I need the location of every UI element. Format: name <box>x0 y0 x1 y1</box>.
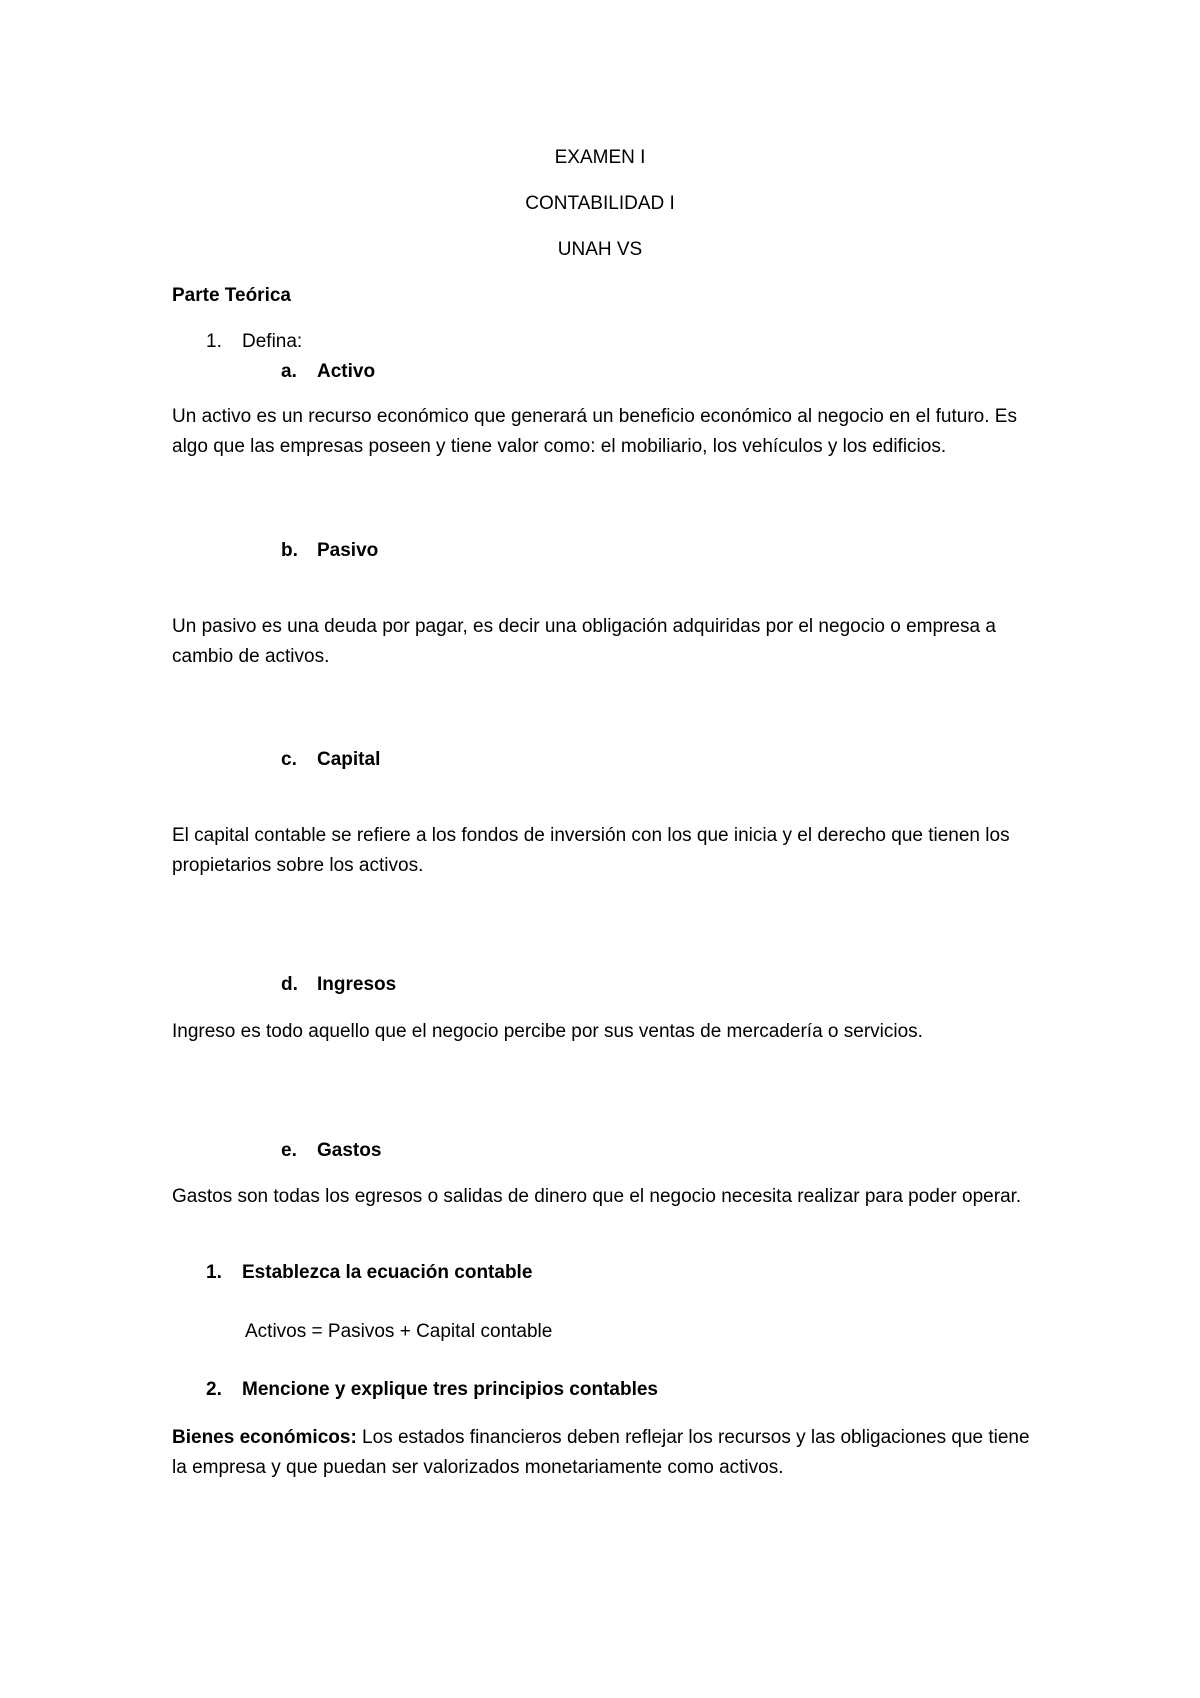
definition-heading-ingresos <box>281 973 396 997</box>
definition-text-ingresos: Ingreso es todo aquello que el negocio percibe por sus ventas de mercadería o servicios. <box>172 1021 923 1042</box>
definition-term: Activo <box>317 361 376 382</box>
institution-title: UNAH VS <box>557 239 643 260</box>
section-title: Parte Teórica <box>172 285 291 306</box>
definition-letter: e. <box>281 1140 297 1161</box>
definition-letter: d. <box>281 974 298 995</box>
definition-letter: c. <box>281 749 297 770</box>
definition-heading-pasivo <box>281 539 378 563</box>
course-title: CONTABILIDAD I <box>525 193 675 214</box>
question-equation-label: Establezca la ecuación contable <box>242 1262 533 1283</box>
definition-heading-gastos <box>281 1139 381 1163</box>
definition-term: Gastos <box>317 1140 382 1161</box>
definition-letter: b. <box>281 540 298 561</box>
accounting-equation: Activos = Pasivos + Capital contable <box>245 1321 553 1342</box>
question-principles <box>206 1378 658 1402</box>
principle-text: Los estados financieros deben reflejar los recursos y las obligaciones que tiene la empresa y que puedan ser valorizados monetariamente como activos. <box>172 1427 1030 1478</box>
principle-term: Bienes económicos: <box>172 1427 357 1448</box>
definition-text-gastos: Gastos son todas los egresos o salidas de dinero que el negocio necesita realizar para poder operar. <box>172 1186 1022 1207</box>
principle-paragraph <box>172 1423 1042 1482</box>
definition-heading-capital <box>281 748 380 772</box>
exam-title: EXAMEN I <box>554 147 646 168</box>
definition-term: Ingresos <box>317 974 397 995</box>
definition-term: Pasivo <box>317 540 379 561</box>
definition-term: Capital <box>317 749 381 770</box>
question-1-number: 1. <box>206 331 222 352</box>
question-principles-number: 2. <box>206 1379 222 1400</box>
question-1 <box>206 330 302 354</box>
question-1-label: Defina: <box>242 331 303 352</box>
question-equation-number: 1. <box>206 1262 222 1283</box>
question-equation <box>206 1261 532 1285</box>
definition-text-pasivo: Un pasivo es una deuda por pagar, es decir una obligación adquiridas por el negocio o empresa a cambio de activos. <box>172 616 996 667</box>
definition-heading-activo <box>281 360 375 384</box>
definition-text-activo: Un activo es un recurso económico que generará un beneficio económico al negocio en el futuro. Es algo que las empresas poseen y tiene valor como: el mobiliario, los vehículos y los edificios. <box>172 406 1017 457</box>
definition-text-capital: El capital contable se refiere a los fondos de inversión con los que inicia y el derecho que tienen los propietarios sobre los activos. <box>172 825 1010 876</box>
definition-letter: a. <box>281 361 297 382</box>
question-principles-label: Mencione y explique tres principios contables <box>242 1379 658 1400</box>
